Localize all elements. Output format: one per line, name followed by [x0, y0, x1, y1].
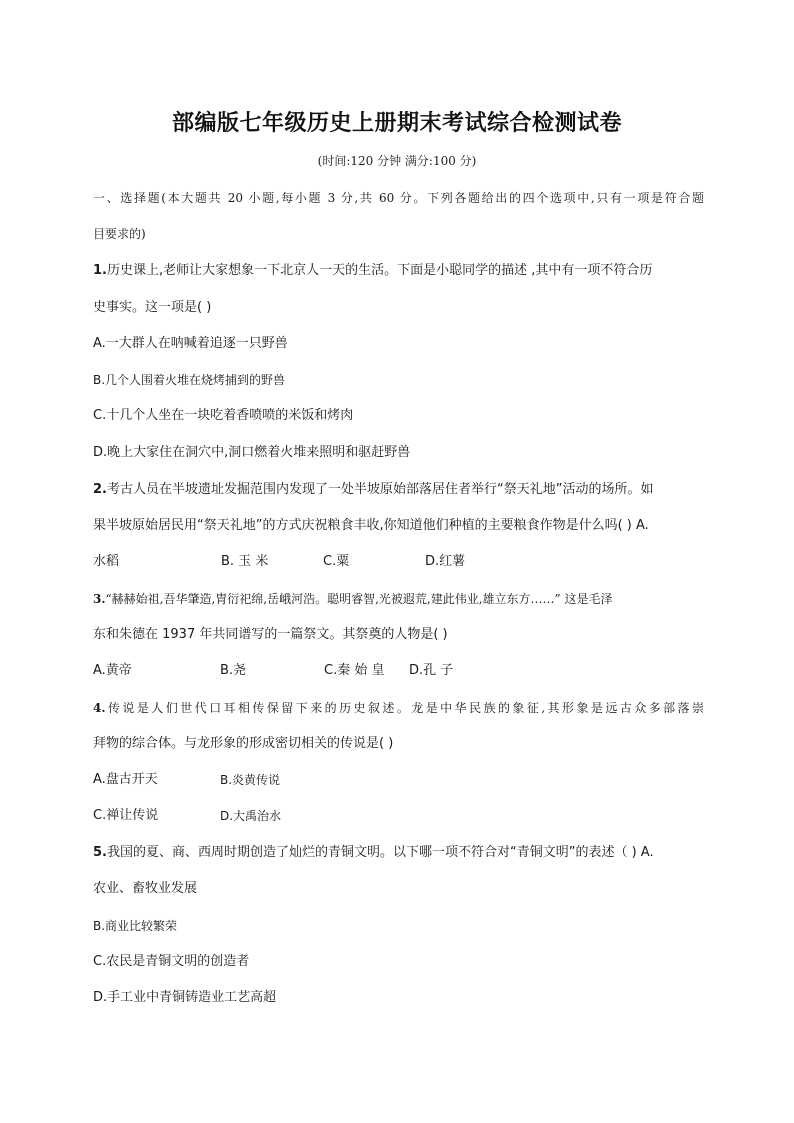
question-1-option-c: C.十几个人坐在一块吃着香喷喷的米饭和烤肉 [93, 408, 354, 423]
exam-info: (时间:120 分钟 满分:100 分) [317, 154, 477, 168]
question-3-options [93, 661, 704, 681]
page-title: 部编版七年级历史上册期末考试综合检测试卷 [171, 111, 622, 136]
question-4-options-row2 [93, 806, 704, 826]
question-5-stem [93, 843, 704, 863]
question-3-stem [93, 589, 704, 609]
question-3-option-b: B.尧 [220, 663, 247, 678]
question-2-stem-cont: 果半坡原始居民用“祭天礼地”的方式庆祝粮食丰收,你知道他们种植的主要粮食作物是什么吗( ) A. [93, 518, 649, 533]
question-4-stem [93, 698, 704, 718]
question-2-option-d: D.红薯 [425, 554, 466, 569]
question-2-option-a: 水稻 [93, 554, 120, 569]
question-1-stem-cont: 史事实。这一项是( ) [93, 300, 212, 315]
question-5-option-a: 农业、畜牧业发展 [93, 881, 198, 896]
question-5-text: 我国的夏、商、西周时期创造了灿烂的青铜文明。以下哪一项不符合对“青铜文明”的表述（ ) A. [106, 845, 654, 860]
question-4-option-b: B.炎黄传说 [220, 773, 281, 787]
question-3-stem-cont: 东和朱德在 1937 年共同谱写的一篇祭文。其祭奠的人物是( ) [93, 627, 448, 642]
question-1-text: 历史课上,老师让大家想象一下北京人一天的生活。下面是小聪同学的描述 ,其中有一项不符合历 [106, 263, 653, 278]
question-1-option-b: B.几个人围着火堆在烧烤捕到的野兽 [93, 373, 286, 387]
question-4-option-d: D.大禹治水 [220, 809, 282, 823]
question-1-option-a: A.一大群人在呐喊着追逐一只野兽 [93, 336, 288, 351]
question-4-number: 4. [93, 701, 106, 715]
question-5-option-b: B.商业比较繁荣 [93, 919, 178, 933]
question-2-options [93, 552, 704, 572]
question-2-option-b: B. 玉 米 [221, 554, 269, 569]
section-heading-cont: 目要求的) [93, 227, 146, 241]
question-4-options-row1 [93, 770, 704, 790]
section-heading: 一、选择题(本大题共 20 小题,每小题 3 分,共 60 分。下列各题给出的四个选项中,只有一项是符合题 [93, 191, 704, 205]
question-5-option-d: D.手工业中青铜铸造业工艺高超 [93, 990, 277, 1005]
question-1-option-d: D.晚上大家住在洞穴中,洞口燃着火堆来照明和驱赶野兽 [93, 445, 411, 460]
question-4-option-a: A.盘古开天 [93, 772, 158, 787]
question-3-option-d: D.孔 子 [409, 663, 454, 678]
question-2-stem [93, 480, 704, 500]
question-2-number: 2. [93, 482, 107, 497]
question-3-text: “赫赫始祖,吾华肇造,胄衍祀绵,岳峨河浩。聪明睿智,光被遐荒,建此伟业,雄立东方……” 这是毛泽 [105, 592, 613, 606]
question-5-option-c: C.农民是青铜文明的创造者 [93, 954, 250, 969]
question-4-stem-cont: 拜物的综合体。与龙形象的形成密切相关的传说是( ) [93, 736, 394, 751]
question-1-stem [93, 261, 704, 281]
question-1-number: 1. [93, 263, 107, 278]
question-2-option-c: C.粟 [323, 554, 350, 569]
question-4-option-c: C.禅让传说 [93, 808, 159, 823]
question-4-text: 传说是人们世代口耳相传保留下来的历史叙述。龙是中华民族的象征,其形象是远古众多部落崇 [105, 701, 704, 715]
question-3-option-a: A.黄帝 [93, 663, 132, 678]
question-3-number: 3. [93, 592, 106, 606]
question-5-number: 5. [93, 845, 107, 860]
question-2-text: 考古人员在半坡遗址发掘范围内发现了一处半坡原始部落居住者举行“祭天礼地”活动的场所。如 [106, 482, 654, 497]
question-3-option-c: C.秦 始 皇 [324, 663, 385, 678]
